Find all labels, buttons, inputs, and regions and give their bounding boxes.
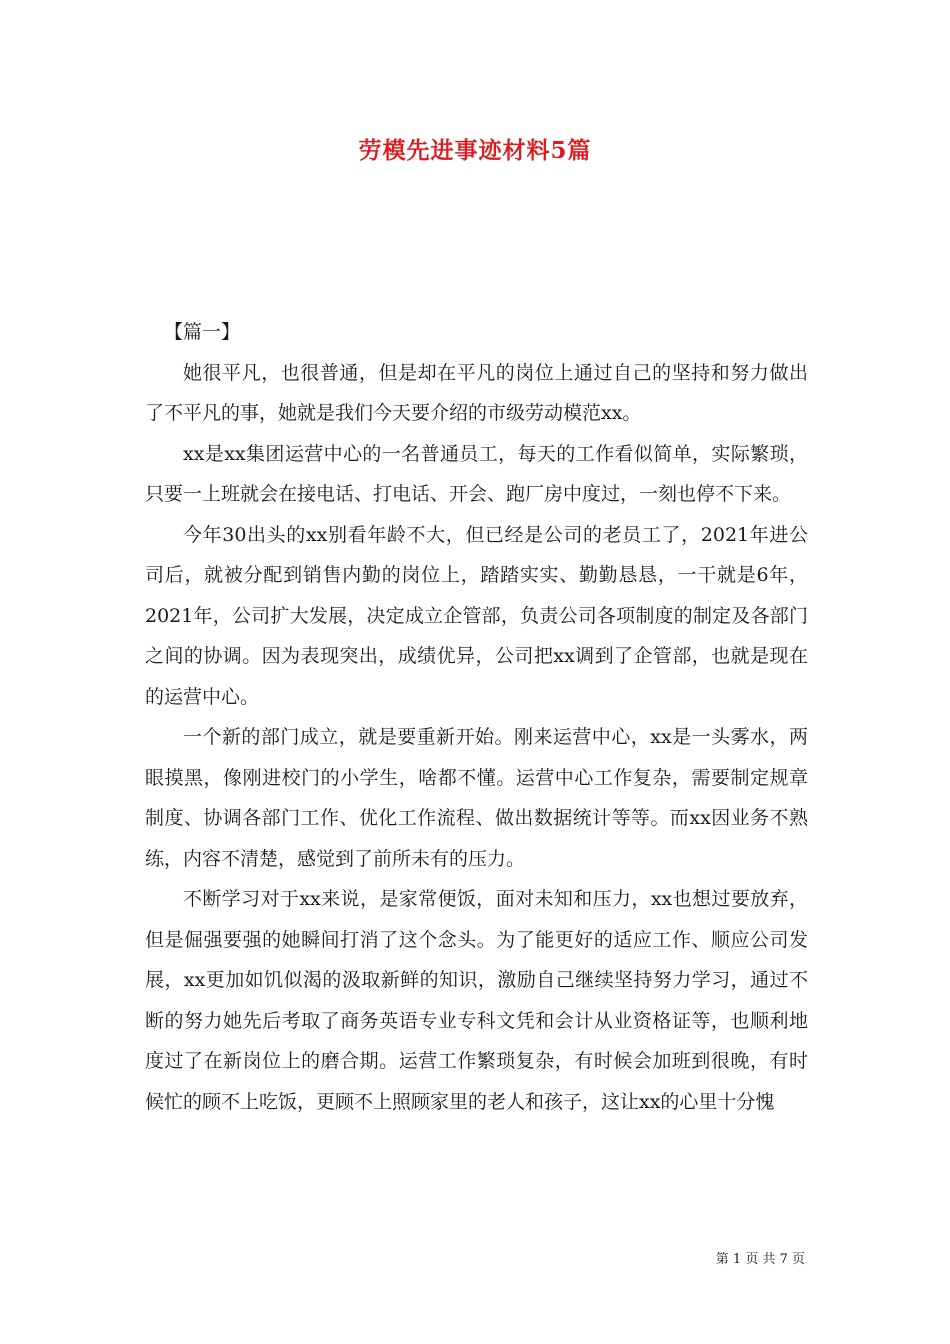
paragraph-2: xx是xx集团运营中心的一名普通员工，每天的工作看似简单，实际繁琐，只要一上班就会在接电话、打电话、开会、跑厂房中度过，一刻也停不下来。 [145,442,808,505]
paragraph-3: 今年30出头的xx别看年龄不大，但已经是公司的老员工了，2021年进公司后，就被分配到销售内勤的岗位上，踏踏实实、勤勤恳恳，一干就是6年，2021年，公司扩大发展，决定成立企管部，负责公司各项制度的制定及各部门之间的协调。因为表现突出，成绩优异，公司把xx调到了企管部，也就是现在的运营中心。 [145,523,808,708]
paragraph-4: 一个新的部门成立，就是要重新开始。刚来运营中心，xx是一头雾水，两眼摸黑，像刚进校门的小学生，啥都不懂。运营中心工作复杂，需要制定规章制度、协调各部门工作、优化工作流程、做出数据统计等等。而xx因业务不熟练，内容不清楚，感觉到了前所未有的压力。 [145,726,808,870]
paragraph-1: 她很平凡，也很普通，但是却在平凡的岗位上通过自己的坚持和努力做出了不平凡的事，她就是我们今天要介绍的市级劳动模范xx。 [145,361,808,424]
paragraph-5: 不断学习对于xx来说，是家常便饭，面对未知和压力，xx也想过要放弃，但是倔强要强的她瞬间打消了这个念头。为了能更好的适应工作、顺应公司发展，xx更加如饥似渴的汲取新鲜的知识，激励自己继续坚持努力学习，通过不断的努力她先后考取了商务英语专业专科文凭和会计从业资格证等，也顺利地度过了在新岗位上的磨合期。运营工作繁琐复杂，有时候会加班到很晚，有时候忙的顾不上吃饭，更顾不上照顾家里的老人和孩子，这让xx的心里十分愧 [145,888,808,1113]
page-number-footer: 第 1 页 共 7 页 [715,1252,805,1267]
document-body [145,312,808,1122]
document-title: 劳模先进事迹材料5篇 [358,137,592,164]
section-heading: 【篇一】 [164,321,241,343]
